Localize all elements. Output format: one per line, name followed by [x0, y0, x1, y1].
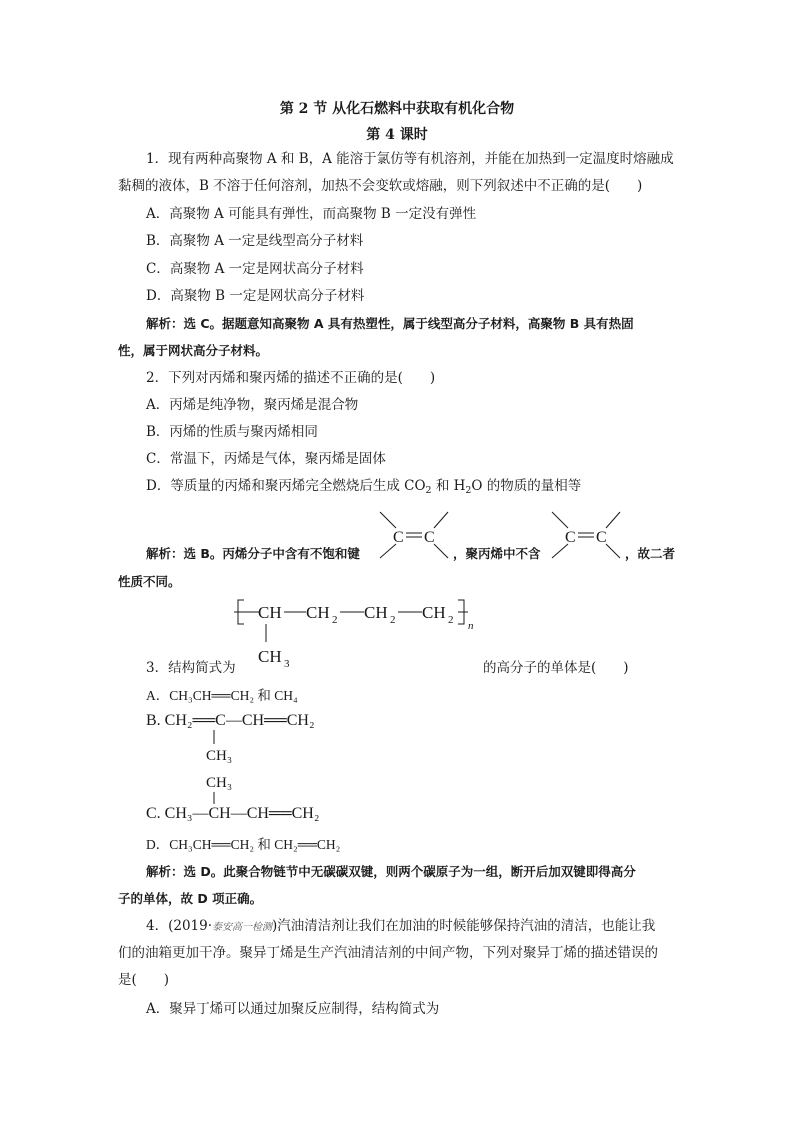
bond-c-left: C [393, 529, 404, 546]
lesson-label: 第 4 课时 [366, 127, 428, 143]
q2-d-sub1: 2 [425, 485, 432, 496]
q1-solution-line1: 解析：选 C。据题意知高聚物 A 具有热塑性，属于线型高分子材料，高聚物 B 具有热固 [146, 316, 634, 331]
q3-c-branch-ch3: CH₃ [206, 775, 233, 791]
q2-d-sub2: 2 [465, 485, 472, 496]
formula-ch2-1: CH [306, 603, 330, 622]
q1-option-c: C．高聚物 A 一定是网状高分子材料 [146, 261, 364, 277]
q3-b-branch-ch3: CH₃ [206, 748, 233, 764]
q3-stem-part1: 3．结构简式为 [146, 660, 236, 676]
q2-solution-part2: ，聚丙烯中不含 [453, 546, 541, 561]
section-title: 第 2 节 从化石燃料中获取有机化合物 [279, 101, 515, 117]
q4-number: 4．(2019· [146, 918, 213, 934]
q1-solution-line2: 性，属于网状高分子材料。 [118, 343, 269, 358]
formula-sub-ch3: 3 [284, 658, 290, 670]
q4-stem-line3: 是( ) [118, 972, 170, 988]
q2-d-text2: 和 H [431, 478, 466, 494]
q1-option-a: A．高聚物 A 可能具有弹性，而高聚物 B 一定没有弹性 [146, 206, 477, 222]
formula-ch2-2: CH [364, 603, 388, 622]
q3-option-c-branch [200, 772, 250, 806]
q3-option-a: A．CH₃CH══CH₂ 和 CH₄ [146, 688, 298, 703]
q2-option-d [146, 473, 581, 504]
q3-option-b-branch [204, 730, 244, 766]
cc-double-bond-structure-1 [376, 508, 452, 564]
formula-ch2-3: CH [422, 603, 446, 622]
bond-c-left-2: C [565, 529, 576, 546]
q2-d-text3: O 的物质的量相等 [471, 478, 582, 494]
q3-stem-part2: 的高分子的单体是( ) [483, 660, 629, 676]
q1-stem-line2: 黏稠的液体，B 不溶于任何溶剂，加热不会变软或熔融，则下列叙述中不正确的是( ) [118, 178, 643, 194]
formula-sub-2: 2 [390, 614, 396, 626]
q2-solution-part1: 解析：选 B。丙烯分子中含有不饱和键 [146, 546, 360, 561]
q3-solution-line1: 解析：选 D。此聚合物链节中无碳碳双键，则两个碳原子为一组，断开后加双键即得高分 [146, 864, 636, 879]
q2-solution-line2: 性质不同。 [118, 574, 181, 589]
q2-d-text1: D．等质量的丙烯和聚丙烯完全燃烧后生成 CO [146, 478, 426, 494]
q2-option-c: C．常温下，丙烯是气体，聚丙烯是固体 [146, 451, 386, 467]
q4-stem-text1: )汽油清洁剂让我们在加油的时候能够保持汽油的清洁，也能让我 [272, 918, 656, 934]
q4-stem-line1 [146, 913, 655, 941]
q2-stem: 2．下列对丙烯和聚丙烯的描述不正确的是( ) [146, 370, 436, 386]
q4-stem-line2: 们的油箱更加干净。聚异丁烯是生产汽油清洁剂的中间产物，下列对聚异丁烯的描述错误的 [118, 945, 658, 961]
q2-solution-part3: ，故二者 [625, 546, 676, 561]
bond-c-right-2: C [596, 529, 607, 546]
q3-option-c: C. CH₃—CH—CH══CH₂ [146, 805, 320, 822]
formula-ch: CH [258, 603, 282, 622]
q3-solution-line2: 子的单体，故 D 项正确。 [118, 891, 263, 906]
q4-source: 泰安高一检测 [212, 922, 273, 933]
formula-sub-3: 2 [448, 614, 454, 626]
q1-option-b: B．高聚物 A 一定是线型高分子材料 [146, 233, 364, 249]
formula-n: n [468, 620, 474, 632]
cc-double-bond-structure-2 [548, 508, 624, 564]
q1-option-d: D．高聚物 B 一定是网状高分子材料 [146, 288, 365, 304]
formula-sub-1: 2 [332, 614, 338, 626]
polymer-structure-formula [236, 596, 496, 672]
q3-option-b: B. CH₂══C—CH══CH₂ [146, 712, 315, 729]
q4-option-a: A．聚异丁烯可以通过加聚反应制得，结构简式为 [146, 1001, 440, 1017]
q2-option-a: A．丙烯是纯净物，聚丙烯是混合物 [146, 397, 359, 413]
q3-option-d: D．CH₃CH══CH₂ 和 CH₂══CH₂ [146, 837, 341, 852]
q1-stem-line1: 1．现有两种高聚物 A 和 B，A 能溶于氯仿等有机溶剂，并能在加热到一定温度时熔融成 [146, 151, 674, 167]
q2-option-b: B．丙烯的性质与聚丙烯相同 [146, 424, 318, 440]
bond-c-right: C [424, 529, 435, 546]
formula-ch3: CH [258, 647, 282, 666]
